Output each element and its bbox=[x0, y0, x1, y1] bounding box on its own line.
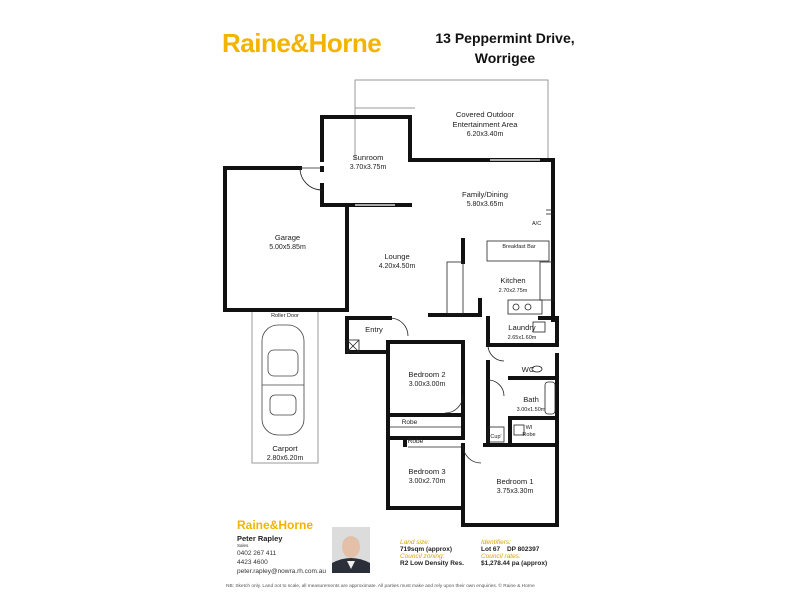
zoning-value: R2 Low Density Res. bbox=[400, 560, 464, 567]
room-kitchen-name: Kitchen bbox=[500, 276, 526, 285]
roller-door-label: Roller Door bbox=[271, 313, 299, 319]
room-outdoor-dim: 6.20x3.40m bbox=[466, 131, 504, 138]
room-carport bbox=[230, 444, 340, 464]
room-laundry bbox=[492, 323, 552, 343]
breakfast-bar-label: Breakfast Bar bbox=[502, 244, 536, 250]
room-wc bbox=[508, 365, 548, 375]
room-kitchen-dim: 2.70x2.75m bbox=[498, 288, 528, 294]
room-bedroom1-name: Bedroom 1 bbox=[496, 477, 534, 486]
agent-name: Peter Rapley bbox=[237, 534, 283, 543]
agent-mobile[interactable]: 0402 267 411 bbox=[237, 550, 277, 557]
disclaimer-footnote: NB: Sketch only. Land not to scale, all measurements are approximate. All parties must make and rely upon their own enquiries. © Raine & Horne bbox=[226, 584, 535, 589]
room-outdoor-name-l1: Covered Outdoor bbox=[455, 110, 515, 119]
room-bedroom2-dim: 3.00x3.00m bbox=[408, 381, 446, 388]
land-zoning-info bbox=[400, 539, 480, 567]
agent-phone[interactable]: 4423 4600 bbox=[237, 559, 268, 566]
room-family-name: Family/Dining bbox=[462, 190, 508, 199]
dp-value: DP 802397 bbox=[506, 546, 540, 553]
room-bedroom2-name: Bedroom 2 bbox=[408, 370, 446, 379]
ac-label: A/C bbox=[532, 221, 542, 227]
room-garage bbox=[230, 233, 345, 253]
room-laundry-name: Laundry bbox=[508, 323, 536, 332]
room-carport-name: Carport bbox=[272, 444, 298, 453]
room-bedroom2 bbox=[392, 370, 462, 390]
room-lounge-name: Lounge bbox=[384, 252, 410, 261]
room-bedroom3 bbox=[392, 467, 462, 487]
room-bedroom3-dim: 3.00x2.70m bbox=[408, 478, 446, 485]
room-family-dim: 5.80x3.65m bbox=[466, 201, 504, 208]
lot-value: Lot 67 bbox=[481, 546, 501, 553]
room-wc-name: WC bbox=[521, 365, 535, 374]
room-carport-dim: 2.80x6.20m bbox=[266, 455, 304, 462]
room-bedroom1-dim: 3.75x3.30m bbox=[496, 488, 534, 495]
room-entry-name: Entry bbox=[365, 325, 383, 334]
room-sunroom-dim: 3.70x3.75m bbox=[349, 164, 387, 171]
car-icon bbox=[262, 325, 304, 435]
brand-logo-small[interactable] bbox=[237, 518, 313, 532]
room-bath-name: Bath bbox=[523, 395, 539, 404]
rates-value: $1,278.44 pa (approx) bbox=[481, 560, 548, 567]
wi-robe-label bbox=[519, 425, 539, 439]
room-laundry-dim: 2.65x1.60m bbox=[507, 335, 537, 341]
cupboard-label: Cup' bbox=[490, 434, 502, 440]
room-garage-dim: 5.00x5.85m bbox=[269, 244, 306, 251]
brand-logo-small-text: Raine&Horne bbox=[237, 518, 314, 532]
room-lounge bbox=[352, 252, 442, 272]
wi-robe-l2: Robe bbox=[522, 432, 536, 438]
agent-details bbox=[237, 534, 337, 576]
identifiers-rates-info bbox=[481, 539, 571, 567]
wi-robe-l1: WI bbox=[525, 425, 533, 431]
identifiers-label: Identifiers: bbox=[481, 539, 511, 546]
room-entry bbox=[355, 325, 393, 335]
room-garage-name: Garage bbox=[274, 233, 301, 242]
property-address-line2: Worrigee bbox=[474, 50, 536, 66]
room-family bbox=[420, 190, 550, 210]
room-outdoor bbox=[420, 110, 550, 140]
room-bedroom1 bbox=[475, 477, 555, 497]
room-bath bbox=[508, 395, 554, 415]
room-bedroom3-name: Bedroom 3 bbox=[408, 467, 446, 476]
room-sunroom-name: Sunroom bbox=[352, 153, 384, 162]
robe-b3-label: Robe bbox=[407, 438, 424, 445]
robe-b2-label: Robe bbox=[401, 419, 418, 426]
brand-logo-text: Raine&Horne bbox=[222, 28, 382, 58]
agent-role: Sales bbox=[237, 543, 249, 548]
land-size-label: Land size: bbox=[400, 539, 430, 546]
agent-photo bbox=[332, 527, 370, 573]
land-size-value: 719sqm (approx) bbox=[400, 546, 453, 553]
room-outdoor-name-l2: Entertainment Area bbox=[452, 120, 518, 129]
room-sunroom bbox=[326, 153, 410, 173]
room-kitchen bbox=[478, 276, 548, 296]
room-bath-dim: 3.00x1.50m bbox=[516, 407, 546, 413]
room-lounge-dim: 4.20x4.50m bbox=[378, 263, 416, 270]
agent-email[interactable]: peter.rapley@nowra.rh.com.au bbox=[237, 568, 326, 575]
zoning-label: Council zoning: bbox=[400, 553, 445, 560]
property-address-line1: 13 Peppermint Drive, bbox=[435, 30, 575, 46]
rates-label: Council rates: bbox=[481, 553, 521, 560]
